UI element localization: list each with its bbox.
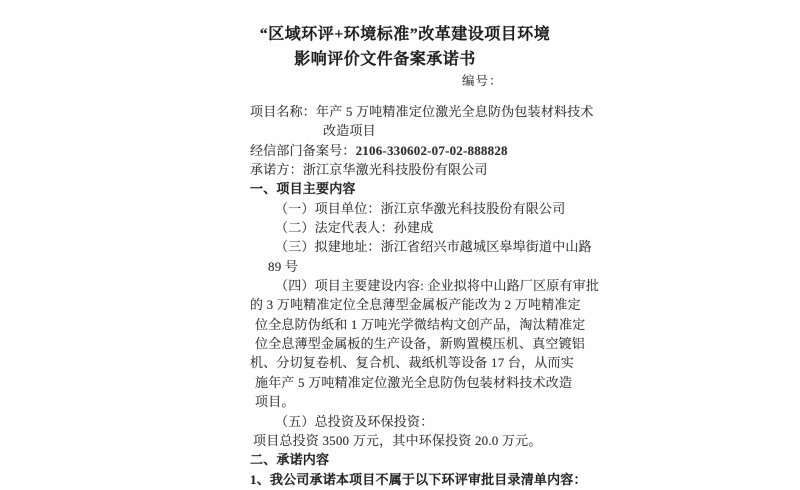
section1-item-construction-content-line5: 机、分切复卷机、复合机、裁纸机等设备 17 台，从而实 bbox=[250, 355, 574, 371]
field-project-name-continuation: 改造项目 bbox=[323, 123, 376, 139]
section1-heading: 一、项目主要内容 bbox=[250, 181, 356, 197]
field-project-name-value: 年产 5 万吨精准定位激光全息防伪包装材料技术 bbox=[316, 104, 594, 119]
section1-item-construction-content-line7: 项目。 bbox=[255, 394, 295, 410]
field-promisor-label: 承诺方： bbox=[250, 162, 303, 178]
field-project-name-label: 项目名称： bbox=[250, 104, 317, 119]
section2-item-1: 1、我公司承诺本项目不属于以下环评审批目录清单内容： bbox=[250, 471, 587, 487]
section1-item-legal-representative: （二）法定代表人：孙建成 bbox=[275, 220, 434, 236]
section1-item-investment-heading: （五）总投资及环保投资： bbox=[275, 413, 434, 429]
section1-item-construction-content-line4: 位全息薄型金属板的生产设备，新购置模压机、真空镀铝 bbox=[255, 336, 586, 352]
section1-item-construction-content: （四）项目主要建设内容: 企业拟将中山路厂区原有审批 bbox=[275, 278, 600, 294]
section2-heading: 二、承诺内容 bbox=[250, 452, 330, 468]
field-promisor bbox=[250, 160, 586, 179]
section1-item-investment-detail: 项目总投资 3500 万元，其中环保投资 20.0 万元。 bbox=[253, 432, 542, 448]
section1-item-address-continuation: 89 号 bbox=[268, 258, 299, 274]
field-record-number-value: 2106-330602-07-02-888828 bbox=[355, 142, 508, 158]
section1-item-construction-content-line3: 位全息防伪纸和 1 万吨光学微结构文创产品，淘汰精准定 bbox=[255, 316, 586, 332]
field-record-number bbox=[250, 141, 586, 160]
document-title bbox=[240, 22, 570, 72]
document-body bbox=[250, 102, 600, 489]
document-title-line1: “区域环评+环境标准”改革建设项目环境 bbox=[259, 26, 551, 43]
document-title-line2: 影响评价文件备案承诺书 bbox=[294, 51, 476, 68]
section1-item-construction-content-line2: 的 3 万吨精准定位全息薄型金属板产能改为 2 万吨精准定 bbox=[250, 297, 581, 313]
section1-item-address: （三）拟建地址：浙江省绍兴市越城区皋埠街道中山路 bbox=[275, 239, 592, 255]
document-number-label: 编号： bbox=[462, 74, 503, 88]
field-project-name bbox=[250, 102, 594, 121]
section1-item-construction-content-line6: 施年产 5 万吨精准定位激光全息防伪包装材料技术改造 bbox=[255, 374, 573, 390]
section1-item-unit: （一）项目单位：浙江京华激光科技股份有限公司 bbox=[275, 200, 566, 216]
field-record-number-label: 经信部门备案号： bbox=[250, 142, 356, 158]
field-promisor-value: 浙江京华激光科技股份有限公司 bbox=[302, 162, 488, 178]
